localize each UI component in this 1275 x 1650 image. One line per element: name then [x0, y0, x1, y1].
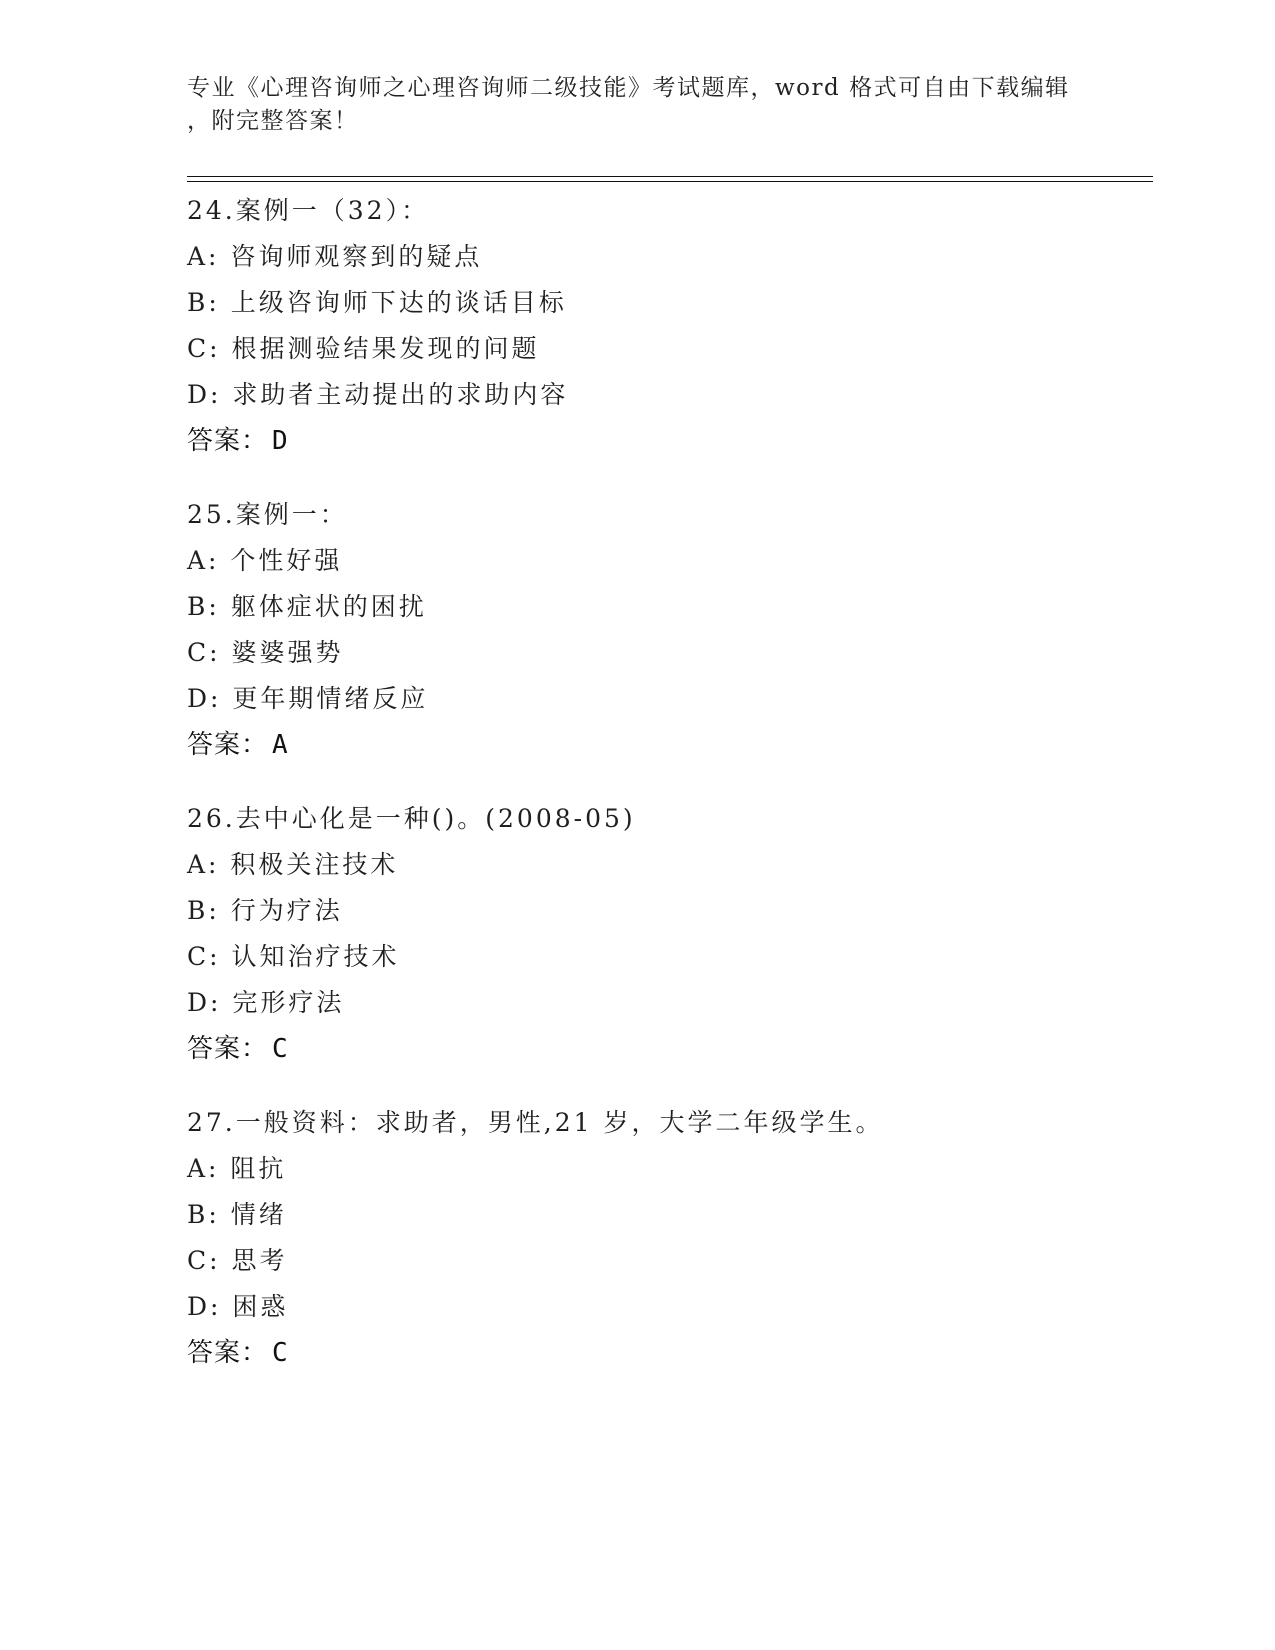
- header-divider-top: [187, 176, 1153, 177]
- question-25: [187, 492, 1147, 768]
- option-d: D: 更年期情绪反应: [187, 684, 429, 713]
- answer-value: C: [272, 1338, 289, 1368]
- option-a: A: 个性好强: [187, 546, 343, 575]
- answer-value: C: [272, 1034, 289, 1064]
- answer-line: [187, 1026, 1147, 1072]
- question-stem: 26.去中心化是一种()。(2008-05): [187, 804, 636, 833]
- answer-line: [187, 722, 1147, 768]
- answer-value: A: [272, 730, 289, 760]
- option-b: B: 情绪: [187, 1200, 287, 1229]
- header-line-2: ，附完整答案！: [187, 108, 359, 134]
- document-header: [187, 72, 1087, 138]
- question-27: [187, 1100, 1147, 1376]
- option-a: A: 积极关注技术: [187, 850, 399, 879]
- answer-label: 答案：: [187, 1034, 269, 1064]
- option-d: D: 完形疗法: [187, 988, 345, 1017]
- header-divider-bottom: [187, 181, 1153, 182]
- option-c: C: 根据测验结果发现的问题: [187, 334, 540, 363]
- answer-line: [187, 1330, 1147, 1376]
- option-c: C: 认知治疗技术: [187, 942, 400, 971]
- answer-line: [187, 418, 1147, 464]
- question-24: [187, 188, 1147, 464]
- question-stem: 25.案例一：: [187, 500, 348, 529]
- option-a: A: 咨询师观察到的疑点: [187, 242, 483, 271]
- answer-label: 答案：: [187, 730, 269, 760]
- question-26: [187, 796, 1147, 1072]
- header-line-1: 专业《心理咨询师之心理咨询师二级技能》考试题库，word 格式可自由下载编辑: [187, 75, 1070, 101]
- option-b: B: 躯体症状的困扰: [187, 592, 427, 621]
- option-b: B: 上级咨询师下达的谈话目标: [187, 288, 567, 317]
- answer-label: 答案：: [187, 426, 269, 456]
- option-c: C: 思考: [187, 1246, 288, 1275]
- question-list: [187, 188, 1147, 1404]
- answer-value: D: [272, 426, 289, 456]
- option-a: A: 阻抗: [187, 1154, 287, 1183]
- option-d: D: 困惑: [187, 1292, 289, 1321]
- answer-label: 答案：: [187, 1338, 269, 1368]
- option-c: C: 婆婆强势: [187, 638, 344, 667]
- option-d: D: 求助者主动提出的求助内容: [187, 380, 569, 409]
- option-b: B: 行为疗法: [187, 896, 343, 925]
- question-stem: 27.一般资料：求助者，男性,21 岁，大学二年级学生。: [187, 1108, 884, 1137]
- question-stem: 24.案例一（32）：: [187, 196, 430, 225]
